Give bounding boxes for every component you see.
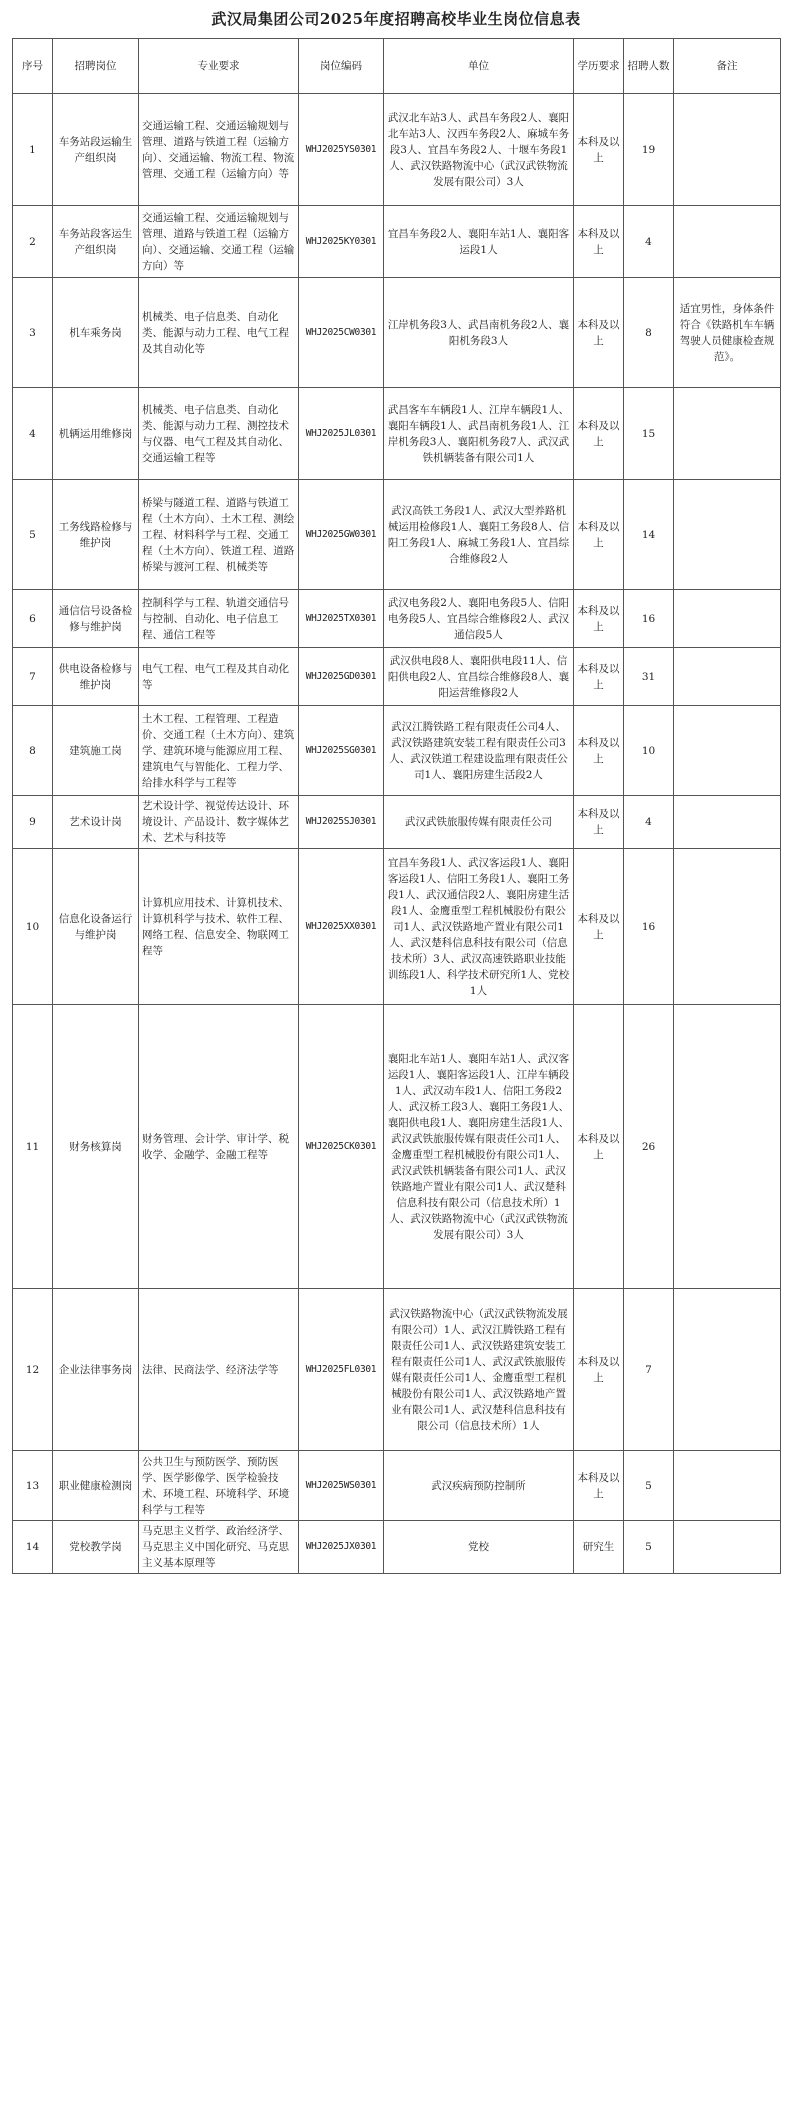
header-no: 序号 bbox=[13, 39, 53, 94]
cell-unit: 武汉铁路物流中心（武汉武铁物流发展有限公司）1人、武汉江腾铁路工程有限责任公司1人、武汉铁路建筑安装工程有限责任公司1人、武汉武铁旅服传媒有限责任公司1人、金鹰重型工程机械股份有限公司1人、武汉铁路地产置业有限公司1人、武汉楚科信息科技有限公司（信息技术所）1人 bbox=[384, 1289, 574, 1451]
cell-post: 党校教学岗 bbox=[53, 1521, 139, 1574]
cell-unit: 宜昌车务段2人、襄阳车站1人、襄阳客运段1人 bbox=[384, 206, 574, 278]
cell-count: 8 bbox=[624, 278, 674, 388]
header-major: 专业要求 bbox=[139, 39, 299, 94]
cell-major: 控制科学与工程、轨道交通信号与控制、自动化、电子信息工程、通信工程等 bbox=[139, 590, 299, 648]
cell-edu: 本科及以上 bbox=[574, 706, 624, 796]
cell-count: 19 bbox=[624, 94, 674, 206]
table-header-row bbox=[13, 39, 781, 94]
header-post: 招聘岗位 bbox=[53, 39, 139, 94]
cell-code: WHJ2025JL0301 bbox=[299, 388, 384, 480]
cell-post: 职业健康检测岗 bbox=[53, 1451, 139, 1521]
cell-code: WHJ2025CK0301 bbox=[299, 1005, 384, 1289]
table-row bbox=[13, 1005, 781, 1289]
cell-remark bbox=[674, 706, 781, 796]
cell-major: 交通运输工程、交通运输规划与管理、道路与铁道工程（运输方向）、交通运输、交通工程（运输方向）等 bbox=[139, 206, 299, 278]
cell-unit: 武汉江腾铁路工程有限责任公司4人、武汉铁路建筑安装工程有限责任公司3人、武汉铁道工程建设监理有限责任公司1人、襄阳房建生活段2人 bbox=[384, 706, 574, 796]
cell-edu: 本科及以上 bbox=[574, 1451, 624, 1521]
cell-no: 12 bbox=[13, 1289, 53, 1451]
cell-major: 桥梁与隧道工程、道路与铁道工程（土木方向）、土木工程、测绘工程、材料科学与工程、交通工程（土木方向）、铁道工程、道路桥梁与渡河工程、机械类等 bbox=[139, 480, 299, 590]
cell-edu: 本科及以上 bbox=[574, 648, 624, 706]
cell-code: WHJ2025GW0301 bbox=[299, 480, 384, 590]
cell-post: 艺术设计岗 bbox=[53, 796, 139, 849]
cell-post: 通信信号设备检修与维护岗 bbox=[53, 590, 139, 648]
cell-no: 10 bbox=[13, 849, 53, 1005]
cell-major: 艺术设计学、视觉传达设计、环境设计、产品设计、数字媒体艺术、艺术与科技等 bbox=[139, 796, 299, 849]
table-row bbox=[13, 590, 781, 648]
recruitment-table bbox=[12, 38, 781, 1574]
cell-major: 机械类、电子信息类、自动化类、能源与动力工程、电气工程及其自动化等 bbox=[139, 278, 299, 388]
cell-edu: 本科及以上 bbox=[574, 1005, 624, 1289]
cell-code: WHJ2025GD0301 bbox=[299, 648, 384, 706]
cell-edu: 本科及以上 bbox=[574, 94, 624, 206]
table-row bbox=[13, 796, 781, 849]
cell-unit: 武昌客车车辆段1人、江岸车辆段1人、襄阳车辆段1人、武昌南机务段1人、江岸机务段3人、襄阳机务段7人、武汉武铁机辆装备有限公司1人 bbox=[384, 388, 574, 480]
cell-major: 交通运输工程、交通运输规划与管理、道路与铁道工程（运输方向）、交通运输、物流工程、物流管理、交通工程（运输方向）等 bbox=[139, 94, 299, 206]
header-count: 招聘人数 bbox=[624, 39, 674, 94]
cell-no: 6 bbox=[13, 590, 53, 648]
header-code: 岗位编码 bbox=[299, 39, 384, 94]
cell-no: 4 bbox=[13, 388, 53, 480]
header-edu: 学历要求 bbox=[574, 39, 624, 94]
cell-count: 16 bbox=[624, 590, 674, 648]
cell-edu: 本科及以上 bbox=[574, 388, 624, 480]
cell-edu: 本科及以上 bbox=[574, 849, 624, 1005]
cell-code: WHJ2025KY0301 bbox=[299, 206, 384, 278]
cell-remark bbox=[674, 480, 781, 590]
cell-post: 车务站段客运生产组织岗 bbox=[53, 206, 139, 278]
cell-major: 计算机应用技术、计算机技术、计算机科学与技术、软件工程、网络工程、信息安全、物联网工程等 bbox=[139, 849, 299, 1005]
cell-edu: 本科及以上 bbox=[574, 278, 624, 388]
cell-unit: 武汉供电段8人、襄阳供电段11人、信阳供电段2人、宜昌综合维修段8人、襄阳运营维修段2人 bbox=[384, 648, 574, 706]
cell-no: 5 bbox=[13, 480, 53, 590]
cell-post: 供电设备检修与维护岗 bbox=[53, 648, 139, 706]
cell-post: 车务站段运输生产组织岗 bbox=[53, 94, 139, 206]
cell-code: WHJ2025SG0301 bbox=[299, 706, 384, 796]
cell-major: 机械类、电子信息类、自动化类、能源与动力工程、测控技术与仪器、电气工程及其自动化、交通运输工程等 bbox=[139, 388, 299, 480]
table-row bbox=[13, 1521, 781, 1574]
cell-code: WHJ2025JX0301 bbox=[299, 1521, 384, 1574]
cell-unit: 武汉北车站3人、武昌车务段2人、襄阳北车站3人、汉西车务段2人、麻城车务段3人、宜昌车务段2人、十堰车务段1人、武汉铁路物流中心（武汉武铁物流发展有限公司）3人 bbox=[384, 94, 574, 206]
cell-count: 15 bbox=[624, 388, 674, 480]
cell-code: WHJ2025SJ0301 bbox=[299, 796, 384, 849]
cell-unit: 武汉武铁旅服传媒有限责任公司 bbox=[384, 796, 574, 849]
cell-edu: 本科及以上 bbox=[574, 1289, 624, 1451]
cell-remark bbox=[674, 1451, 781, 1521]
cell-post: 机辆运用维修岗 bbox=[53, 388, 139, 480]
table-row bbox=[13, 1451, 781, 1521]
cell-post: 建筑施工岗 bbox=[53, 706, 139, 796]
cell-major: 电气工程、电气工程及其自动化等 bbox=[139, 648, 299, 706]
cell-no: 11 bbox=[13, 1005, 53, 1289]
cell-edu: 本科及以上 bbox=[574, 480, 624, 590]
table-row bbox=[13, 1289, 781, 1451]
cell-remark bbox=[674, 648, 781, 706]
cell-remark bbox=[674, 94, 781, 206]
table-row bbox=[13, 94, 781, 206]
cell-unit: 党校 bbox=[384, 1521, 574, 1574]
cell-edu: 本科及以上 bbox=[574, 796, 624, 849]
cell-major: 法律、民商法学、经济法学等 bbox=[139, 1289, 299, 1451]
cell-post: 企业法律事务岗 bbox=[53, 1289, 139, 1451]
cell-count: 31 bbox=[624, 648, 674, 706]
cell-count: 7 bbox=[624, 1289, 674, 1451]
cell-code: WHJ2025CW0301 bbox=[299, 278, 384, 388]
cell-remark bbox=[674, 1521, 781, 1574]
cell-major: 财务管理、会计学、审计学、税收学、金融学、金融工程等 bbox=[139, 1005, 299, 1289]
table-row bbox=[13, 648, 781, 706]
document-title: 武汉局集团公司2025年度招聘高校毕业生岗位信息表 bbox=[211, 10, 581, 28]
cell-remark: 适宜男性，身体条件符合《铁路机车车辆驾驶人员健康检查规范》。 bbox=[674, 278, 781, 388]
cell-remark bbox=[674, 388, 781, 480]
cell-no: 14 bbox=[13, 1521, 53, 1574]
header-unit: 单位 bbox=[384, 39, 574, 94]
cell-post: 机车乘务岗 bbox=[53, 278, 139, 388]
table-row bbox=[13, 206, 781, 278]
cell-unit: 宜昌车务段1人、武汉客运段1人、襄阳客运段1人、信阳工务段1人、襄阳工务段1人、武汉通信段2人、襄阳房建生活段1人、金鹰重型工程机械股份有限公司1人、武汉铁路地产置业有限公司1人、武汉楚科信息科技有限公司（信息技术所）3人、武汉高速铁路职业技能训练段1人、科学技术研究所1人、党校1人 bbox=[384, 849, 574, 1005]
table-row bbox=[13, 480, 781, 590]
cell-major: 马克思主义哲学、政治经济学、马克思主义中国化研究、马克思主义基本原理等 bbox=[139, 1521, 299, 1574]
cell-post: 信息化设备运行与维护岗 bbox=[53, 849, 139, 1005]
cell-remark bbox=[674, 849, 781, 1005]
table-row bbox=[13, 278, 781, 388]
cell-remark bbox=[674, 1005, 781, 1289]
cell-post: 工务线路检修与维护岗 bbox=[53, 480, 139, 590]
cell-count: 4 bbox=[624, 206, 674, 278]
cell-count: 5 bbox=[624, 1451, 674, 1521]
cell-code: WHJ2025FL0301 bbox=[299, 1289, 384, 1451]
cell-count: 26 bbox=[624, 1005, 674, 1289]
table-row bbox=[13, 388, 781, 480]
cell-remark bbox=[674, 206, 781, 278]
cell-unit: 武汉电务段2人、襄阳电务段5人、信阳电务段5人、宜昌综合维修段2人、武汉通信段5人 bbox=[384, 590, 574, 648]
cell-no: 3 bbox=[13, 278, 53, 388]
cell-major: 土木工程、工程管理、工程造价、交通工程（土木方向）、建筑学、建筑环境与能源应用工程、建筑电气与智能化、工程力学、给排水科学与工程等 bbox=[139, 706, 299, 796]
cell-code: WHJ2025YS0301 bbox=[299, 94, 384, 206]
cell-no: 2 bbox=[13, 206, 53, 278]
cell-no: 9 bbox=[13, 796, 53, 849]
cell-unit: 武汉疾病预防控制所 bbox=[384, 1451, 574, 1521]
cell-unit: 武汉高铁工务段1人、武汉大型养路机械运用检修段1人、襄阳工务段8人、信阳工务段1人、麻城工务段1人、宜昌综合维修段2人 bbox=[384, 480, 574, 590]
cell-code: WHJ2025TX0301 bbox=[299, 590, 384, 648]
cell-count: 16 bbox=[624, 849, 674, 1005]
table-row bbox=[13, 706, 781, 796]
cell-edu: 研究生 bbox=[574, 1521, 624, 1574]
cell-major: 公共卫生与预防医学、预防医学、医学影像学、医学检验技术、环境工程、环境科学、环境科学与工程等 bbox=[139, 1451, 299, 1521]
cell-remark bbox=[674, 590, 781, 648]
cell-edu: 本科及以上 bbox=[574, 590, 624, 648]
table-row bbox=[13, 849, 781, 1005]
document-page bbox=[12, 0, 780, 1574]
cell-count: 10 bbox=[624, 706, 674, 796]
cell-count: 4 bbox=[624, 796, 674, 849]
cell-code: WHJ2025XX0301 bbox=[299, 849, 384, 1005]
cell-no: 8 bbox=[13, 706, 53, 796]
cell-no: 7 bbox=[13, 648, 53, 706]
cell-unit: 襄阳北车站1人、襄阳车站1人、武汉客运段1人、襄阳客运段1人、江岸车辆段1人、武汉动车段1人、信阳工务段2人、武汉桥工段3人、襄阳工务段1人、襄阳供电段1人、襄阳房建生活段1人、武汉武铁旅服传媒有限责任公司1人、金鹰重型工程机械股份有限公司1人、武汉武铁机辆装备有限公司1人、武汉铁路地产置业有限公司1人、武汉楚科信息科技有限公司（信息技术所）1人、武汉铁路物流中心（武汉武铁物流发展有限公司）3人 bbox=[384, 1005, 574, 1289]
cell-remark bbox=[674, 1289, 781, 1451]
cell-no: 13 bbox=[13, 1451, 53, 1521]
header-remark: 备注 bbox=[674, 39, 781, 94]
cell-post: 财务核算岗 bbox=[53, 1005, 139, 1289]
cell-count: 5 bbox=[624, 1521, 674, 1574]
cell-code: WHJ2025WS0301 bbox=[299, 1451, 384, 1521]
cell-remark bbox=[674, 796, 781, 849]
cell-unit: 江岸机务段3人、武昌南机务段2人、襄阳机务段3人 bbox=[384, 278, 574, 388]
cell-count: 14 bbox=[624, 480, 674, 590]
cell-no: 1 bbox=[13, 94, 53, 206]
cell-edu: 本科及以上 bbox=[574, 206, 624, 278]
